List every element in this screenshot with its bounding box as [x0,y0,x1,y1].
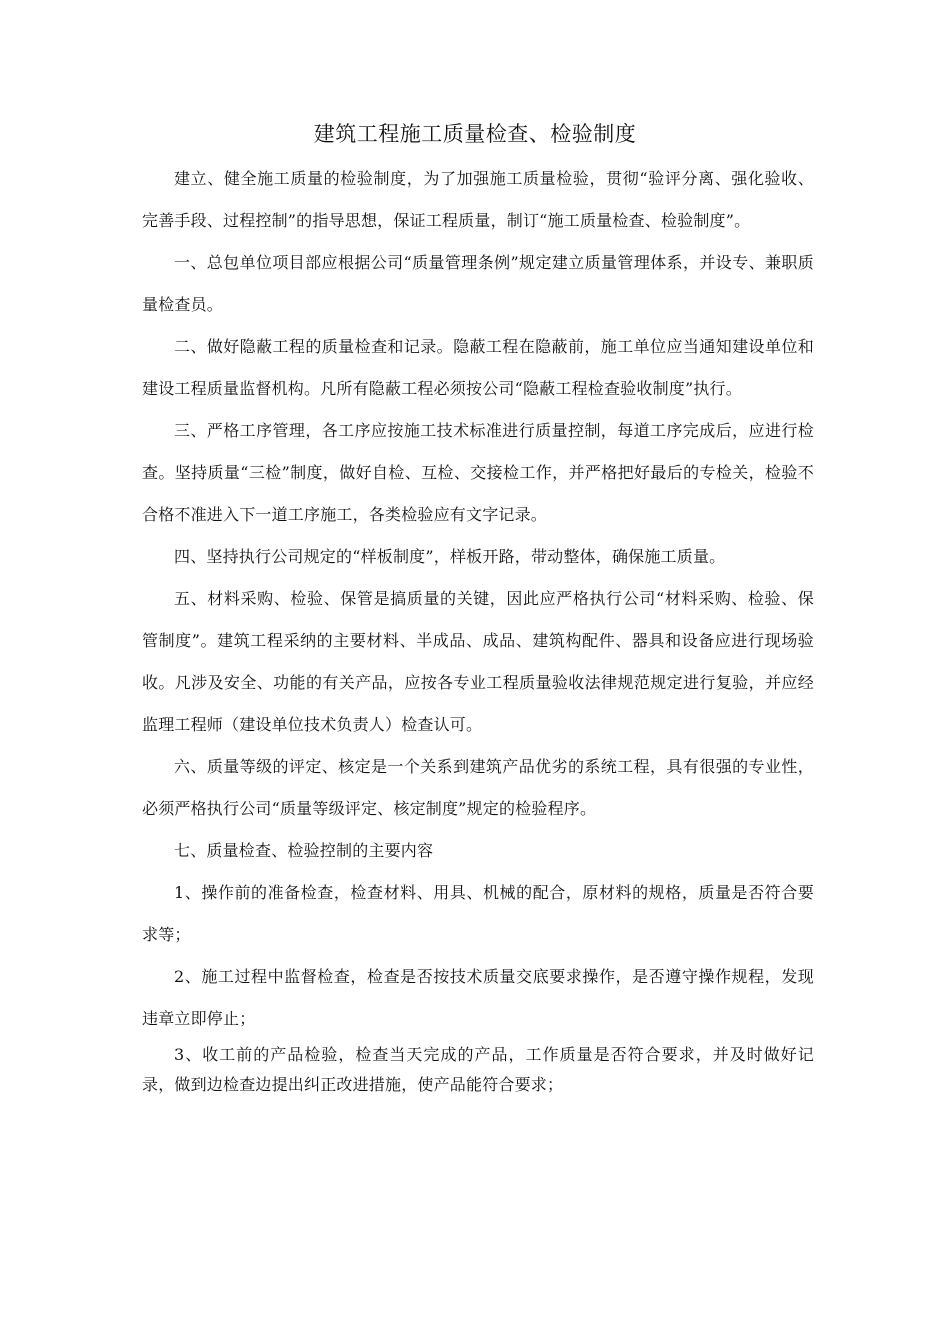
paragraph-6: 六、质量等级的评定、核定是一个关系到建筑产品优劣的系统工程，具有很强的专业性，必须严格执行公司“质量等级评定、核定制度”规定的检验程序。 [142,757,814,818]
paragraph-intro: 建立、健全施工质量的检验制度，为了加强施工质量检验，贯彻“验评分离、强化验收、完善手段、过程控制”的指导思想，保证工程质量，制订“施工质量检查、检验制度”。 [142,169,814,230]
paragraph-1: 一、总包单位项目部应根据公司“质量管理条例”规定建立质量管理体系，并设专、兼职质量检查员。 [142,253,814,314]
paragraph-4: 四、坚持执行公司规定的“样板制度”，样板开路，带动整体，确保施工质量。 [174,547,726,566]
paragraph-7-heading: 七、质量检查、检验控制的主要内容 [174,841,434,860]
paragraph-5: 五、材料采购、检验、保管是搞质量的关键，因此应严格执行公司“材料采购、检验、保管制度”。建筑工程采纳的主要材料、半成品、成品、建筑构配件、器具和设备应进行现场验收。凡涉及安全、功能的有关产品，应按各专业工程质量验收法律规范规定进行复验，并应经监理工程师（建设单位技术负责人）检查认可。 [142,589,814,734]
paragraph-7-item-2: 2、施工过程中监督检查，检查是否按技术质量交底要求操作，是否遵守操作规程，发现违章立即停止； [142,967,814,1028]
paragraph-2: 二、做好隐蔽工程的质量检查和记录。隐蔽工程在隐蔽前，施工单位应当通知建设单位和建设工程质量监督机构。凡所有隐蔽工程必须按公司“隐蔽工程检查验收制度”执行。 [142,337,814,398]
paragraph-3: 三、严格工序管理，各工序应按施工技术标准进行质量控制，每道工序完成后，应进行检查。坚持质量“三检”制度，做好自检、互检、交接检工作，并严格把好最后的专检关，检验不合格不准进入下一道工序施工，各类检验应有文字记录。 [142,421,814,524]
paragraph-7-item-3: 3、收工前的产品检验，检查当天完成的产品，工作质量是否符合要求，并及时做好记录，做到边检查边提出纠正改进措施，使产品能符合要求； [142,1045,814,1094]
paragraph-7-item-1: 1、操作前的准备检查，检查材料、用具、机械的配合，原材料的规格，质量是否符合要求等； [142,883,814,944]
document-body [142,158,814,1100]
document-title: 建筑工程施工质量检查、检验制度 [313,122,637,146]
